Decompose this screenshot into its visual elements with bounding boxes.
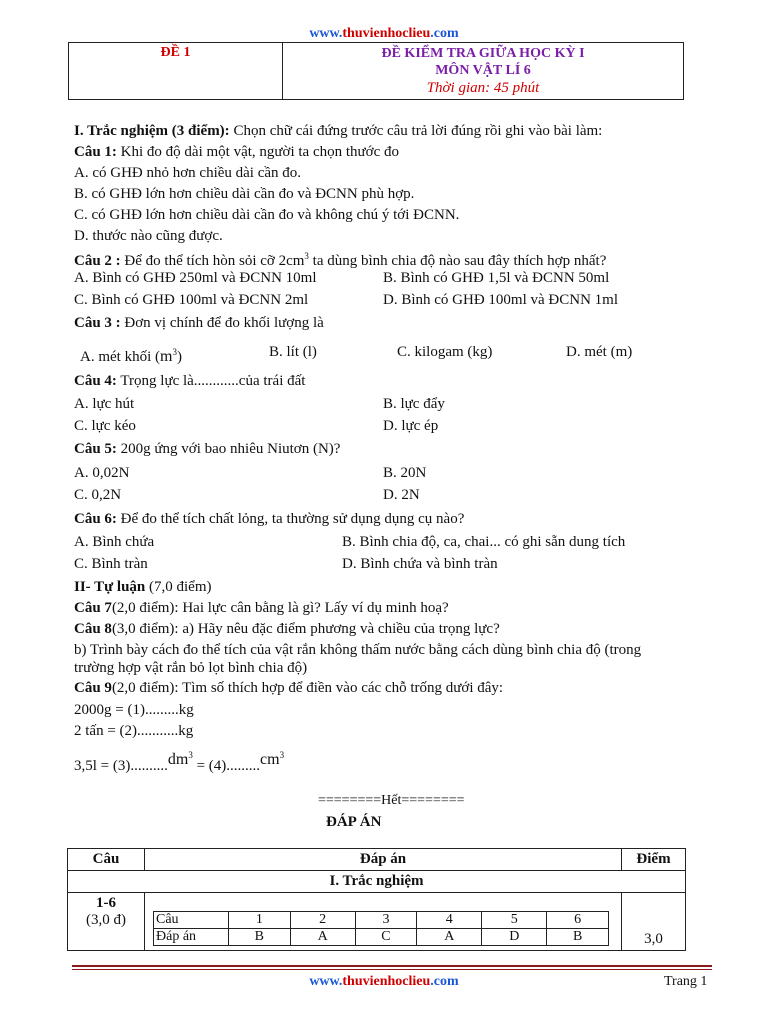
q2-option-c: C. Bình có GHĐ 100ml và ĐCNN 2ml (74, 292, 309, 308)
q4-option-b: B. lực đẩy (383, 396, 445, 412)
q9-label: Câu 9 (74, 680, 112, 696)
part1-instruction: Chọn chữ cái đứng trước câu trả lời đúng rồi ghi vào bài làm: (229, 123, 603, 139)
q6-stem (74, 510, 464, 528)
q4-stem (74, 372, 305, 390)
q9-line2: 2 tấn = (2)...........kg (74, 723, 194, 739)
answer-key-header-row (154, 912, 609, 929)
q5-option-d: D. 2N (383, 487, 420, 503)
q2-option-a: A. Bình có GHĐ 250ml và ĐCNN 10ml (74, 270, 317, 286)
footer-rule (72, 965, 712, 967)
q4-option-a: A. lực hút (74, 396, 135, 412)
q4-label: Câu 4: (74, 373, 117, 389)
q2-text-after: ta dùng bình chia độ nào sau đây thích hợp nhất? (308, 253, 607, 269)
q6-option-c: C. Bình tràn (74, 556, 148, 572)
footer-site-link[interactable] (0, 974, 768, 990)
q1-option-c: C. có GHĐ lớn hơn chiều dài cần đo và không chú ý tới ĐCNN. (74, 207, 460, 223)
header-site-link[interactable] (0, 26, 768, 42)
part2-heading: II- Tự luận (74, 579, 146, 595)
q8-label: Câu 8 (74, 621, 112, 637)
part1-heading-line (74, 122, 602, 140)
answer-key-6: B (547, 929, 609, 946)
exam-subject: MÔN VẬT LÍ 6 (435, 63, 531, 78)
q1-text: Khi đo độ dài một vật, người ta chọn thước đo (116, 144, 400, 160)
answer-key-head-2: 2 (290, 912, 355, 929)
q1-option-b: B. có GHĐ lớn hơn chiều dài cần đo và ĐCNN phù hợp. (74, 186, 415, 202)
answer-score: 3,0 (622, 893, 686, 951)
q9-line3-b: = (4)......... (192, 758, 261, 774)
answer-key-5: D (482, 929, 547, 946)
q8-text: (3,0 điểm): a) Hãy nêu đặc điểm phương và chiều của trọng lực? (111, 621, 500, 637)
site-brand: thuvienhoclieu (342, 26, 431, 41)
part1-heading: I. Trắc nghiệm (3 điểm): (74, 123, 230, 139)
q7-label: Câu 7 (74, 600, 112, 616)
answer-key-head-1: 1 (229, 912, 291, 929)
answer-title: ĐÁP ÁN (326, 814, 382, 830)
q7-text: (2,0 điểm): Hai lực cân bằng là gì? Lấy ví dụ minh hoạ? (111, 600, 449, 616)
exam-duration: Thời gian: 45 phút (426, 80, 540, 96)
q6-option-b: B. Bình chia độ, ca, chai... có ghi sẵn dung tích (342, 534, 626, 550)
answer-col-question: Câu (68, 849, 145, 871)
site-suffix: .com (430, 26, 459, 41)
answer-key-head-5: 5 (482, 912, 547, 929)
answer-key-row (154, 929, 609, 946)
q8-b-line2: trường hợp vật rắn bỏ lọt bình chia độ) (74, 660, 308, 676)
answer-table (67, 848, 686, 951)
q6-option-d: D. Bình chứa và bình tràn (342, 556, 498, 572)
q8-b-line1: b) Trình bày cách đo thể tích của vật rắn không thấm nước bằng cách dùng bình chia độ (trong (74, 642, 642, 658)
q6-option-a: A. Bình chứa (74, 534, 155, 550)
exam-title: ĐỀ KIỂM TRA GIỮA HỌC KỲ I (381, 46, 585, 61)
answer-key-table (153, 911, 609, 946)
exam-header-table (68, 42, 684, 100)
page-number: Trang 1 (664, 974, 708, 989)
q4-option-c: C. lực kéo (74, 418, 136, 434)
q4-text: Trọng lực là............của trái đất (116, 373, 306, 389)
answer-key-head-3: 3 (355, 912, 417, 929)
q3-text: Đơn vị chính để đo khối lượng là (120, 315, 324, 331)
answer-row-label: 1-6 (96, 895, 116, 911)
q5-option-a: A. 0,02N (74, 465, 130, 481)
q5-option-b: B. 20N (383, 465, 427, 481)
q1-label: Câu 1: (74, 144, 117, 160)
q3-option-a-text: A. mét khối ( (80, 349, 160, 365)
answer-key-4: A (417, 929, 482, 946)
answer-section-mcq: I. Trắc nghiệm (68, 871, 686, 893)
answer-key-2: A (290, 929, 355, 946)
q6-text: Để đo thể tích chất lỏng, ta thường sử dụng dụng cụ nào? (116, 511, 465, 527)
q9-line3-unit2: cm (260, 751, 280, 768)
q3-option-c: C. kilogam (kg) (397, 344, 493, 360)
site-prefix: www. (309, 26, 343, 41)
answer-key-head-4: 4 (417, 912, 482, 929)
footer-site-prefix: www. (309, 974, 343, 989)
q3-option-a (80, 343, 182, 366)
q3-option-a-sup: 3 (172, 347, 177, 357)
q2-option-d: D. Bình có GHĐ 100ml và ĐCNN 1ml (383, 292, 618, 308)
answer-key-head-6: 6 (547, 912, 609, 929)
q5-text: 200g ứng với bao nhiêu Niutơn (N)? (116, 441, 341, 457)
q9-line3 (74, 746, 285, 774)
part2-points: (7,0 điểm) (145, 579, 212, 595)
q9-line3-sup1: 3 (188, 750, 193, 760)
footer-site-suffix: .com (430, 974, 459, 989)
q5-option-c: C. 0,2N (74, 487, 122, 503)
q4-option-d: D. lực ép (383, 418, 439, 434)
answer-inner-cell (145, 893, 622, 951)
q2-stem (74, 247, 606, 270)
q1-stem (74, 143, 399, 161)
q3-option-d: D. mét (m) (566, 344, 633, 360)
q3-stem (74, 314, 324, 332)
footer-site-brand: thuvienhoclieu (342, 974, 431, 989)
end-mark: ========Hết======== (318, 793, 465, 808)
q2-sup: 3 (304, 251, 309, 261)
answer-row-label-cell (68, 893, 145, 951)
q2-label: Câu 2 : (74, 253, 121, 269)
answer-key-1: B (229, 929, 291, 946)
q3-option-b: B. lít (l) (269, 344, 317, 360)
q5-label: Câu 5: (74, 441, 117, 457)
q7-stem (74, 599, 449, 617)
q6-label: Câu 6: (74, 511, 117, 527)
q1-option-d: D. thước nào cũng được. (74, 228, 223, 244)
q9-line1: 2000g = (1).........kg (74, 702, 194, 718)
q9-stem (74, 679, 503, 697)
q2-text-before: Để đo thể tích hòn sỏi cỡ 2cm (120, 253, 305, 269)
answer-key-3: C (355, 929, 417, 946)
answer-col-answer: Đáp án (145, 849, 622, 871)
footer-rule-thin (72, 969, 712, 970)
q8-stem (74, 620, 500, 638)
answer-col-points: Điểm (622, 849, 686, 871)
q9-line3-unit1: dm (167, 751, 189, 768)
q9-text: (2,0 điểm): Tìm số thích hợp để điền vào các chỗ trống dưới đây: (111, 680, 504, 696)
q2-option-b: B. Bình có GHĐ 1,5l và ĐCNN 50ml (383, 270, 610, 286)
exam-code: ĐỀ 1 (160, 45, 191, 60)
q9-line3-sup2: 3 (279, 750, 285, 760)
q5-stem (74, 440, 340, 458)
exam-code-cell (69, 43, 283, 100)
q3-option-a-unit: m (160, 348, 173, 365)
q9-line3-a: 3,5l = (3).......... (74, 758, 168, 774)
q3-option-a-close: ) (176, 349, 182, 365)
q1-option-a: A. có GHĐ nhỏ hơn chiều dài cần đo. (74, 165, 302, 181)
answer-row-points-note: (3,0 đ) (86, 912, 126, 928)
answer-key-head-label: Câu (154, 912, 229, 929)
answer-key-label: Đáp án (154, 929, 229, 946)
part2-heading-line (74, 578, 212, 596)
q3-label: Câu 3 : (74, 315, 121, 331)
exam-title-cell (283, 43, 684, 100)
